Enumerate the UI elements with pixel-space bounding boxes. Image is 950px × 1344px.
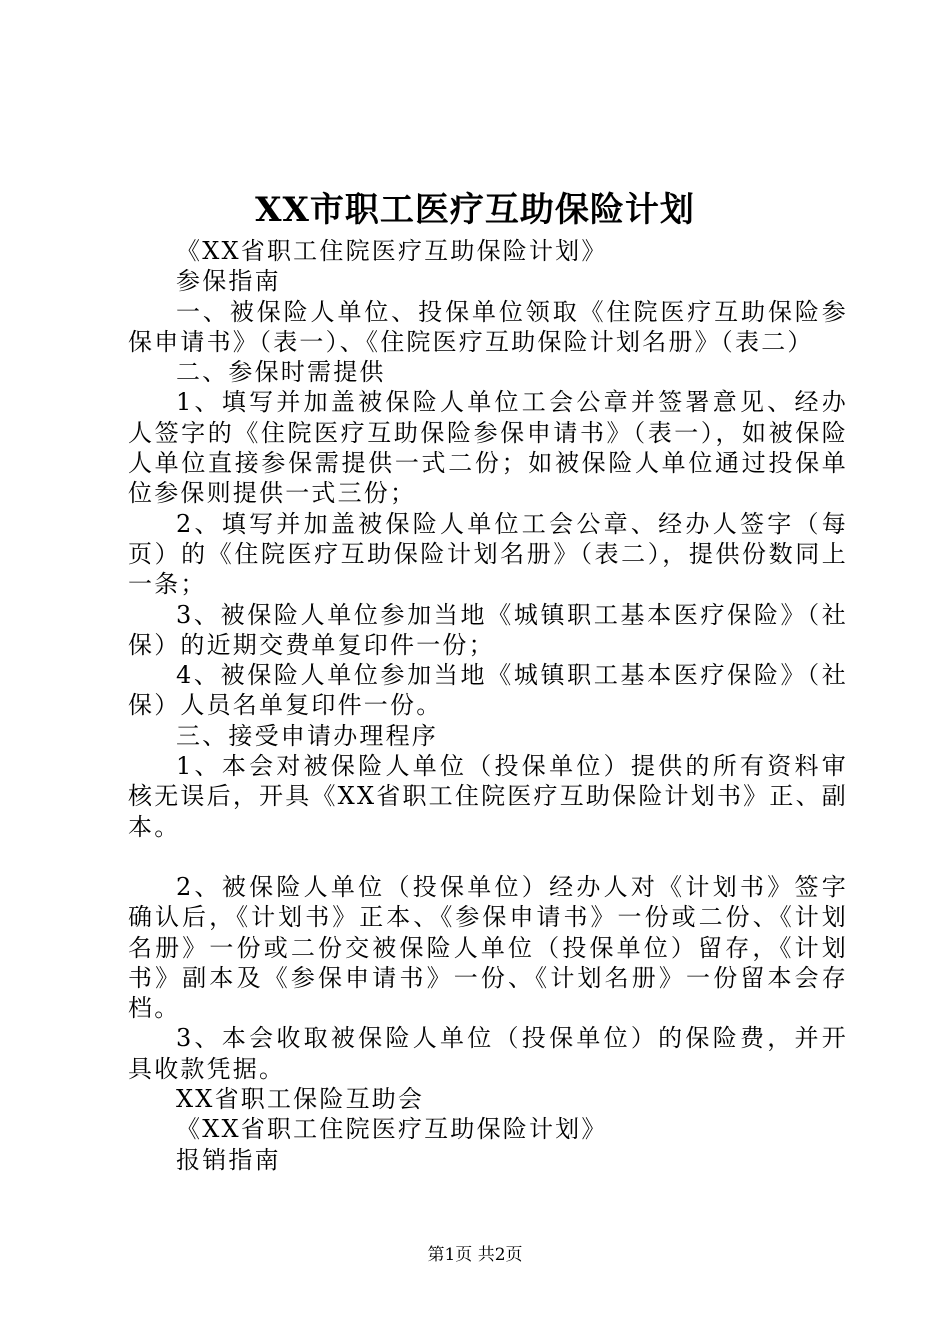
- paragraph-item-2: 2、填写并加盖被保险人单位工会公章、经办人签字（每页）的《住院医疗互助保险计划名册》（表二），提供份数同上一条；: [128, 509, 848, 599]
- document-body: [128, 236, 848, 1175]
- paragraph-plan-name-2: 《XX省职工住院医疗互助保险计划》: [176, 1115, 608, 1144]
- paragraph-procedure-1: 1、本会对被保险人单位（投保单位）提供的所有资料审核无误后，开具《XX省职工住院医疗互助保险计划书》正、副本。: [128, 752, 848, 841]
- paragraph-item-1: 1、填写并加盖被保险人单位工会公章并签署意见、经办人签字的《住院医疗互助保险参保申请书》（表一），如被保险人单位直接参保需提供一式二份；如被保险人单位通过投保单位参保则提供一式三份；: [128, 388, 848, 508]
- paragraph-procedure-2: 2、被保险人单位（投保单位）经办人对《计划书》签字确认后，《计划书》正本、《参保申请书》一份或二份、《计划名册》一份或二份交被保险人单位（投保单位）留存，《计划书》副本及《参保申请书》一份、《计划名册》一份留本会存档。: [128, 872, 848, 1023]
- paragraph-section-one: 一、被保险人单位、投保单位领取《住院医疗互助保险参保申请书》（表一）、《住院医疗互助保险计划名册》（表二）: [128, 297, 848, 356]
- paragraph-section-two-heading: 二、参保时需提供: [176, 358, 386, 387]
- paragraph-plan-name: 《XX省职工住院医疗互助保险计划》: [176, 237, 608, 265]
- paragraph-claims-guide-heading: 报销指南: [176, 1145, 281, 1174]
- paragraph-organization: XX省职工保险互助会: [176, 1085, 425, 1114]
- paragraph-item-4: 4、被保险人单位参加当地《城镇职工基本医疗保险》（社保）人员名单复印件一份。: [128, 661, 848, 720]
- paragraph-section-three-heading: 三、接受申请办理程序: [176, 721, 438, 750]
- paragraph-item-3: 3、被保险人单位参加当地《城镇职工基本医疗保险》（社保）的近期交费单复印件一份；: [128, 600, 848, 659]
- paragraph-enrollment-guide-heading: 参保指南: [176, 267, 281, 296]
- page-number-footer: 第1页 共2页: [427, 1245, 523, 1265]
- paragraph-procedure-3: 3、本会收取被保险人单位（投保单位）的保险费，并开具收款凭据。: [128, 1024, 848, 1083]
- document-title: XX市职工医疗互助保险计划: [255, 190, 695, 230]
